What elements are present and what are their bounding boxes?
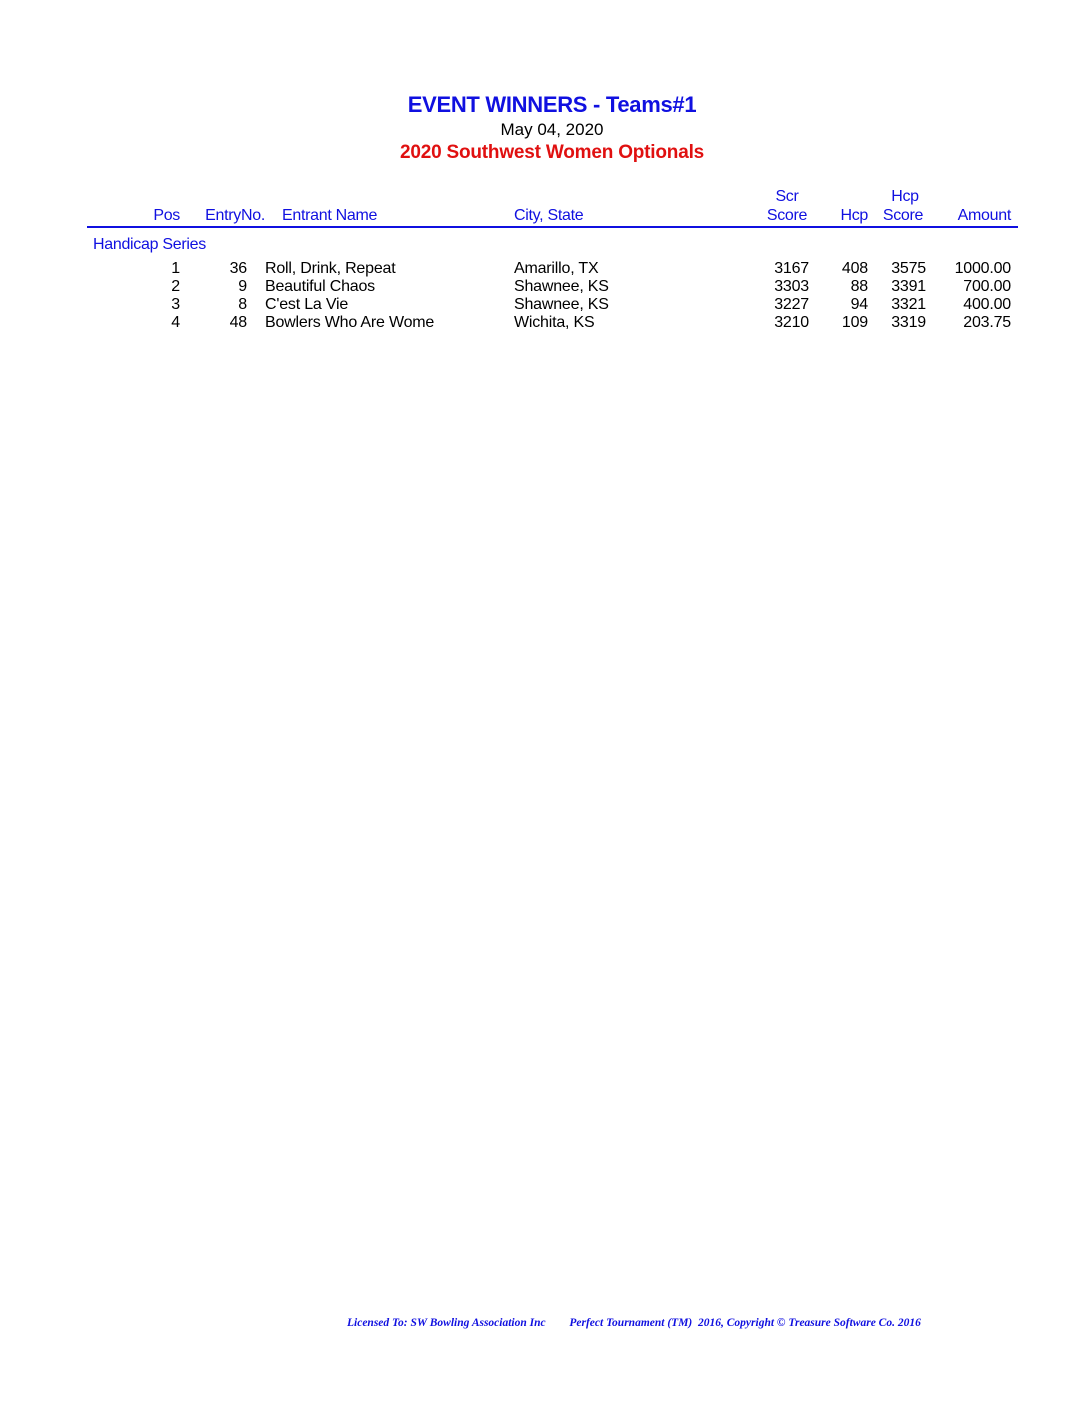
column-header-entry-no: EntryNo.: [205, 207, 265, 224]
cell-entrant-name: Bowlers Who Are Wome: [265, 314, 435, 331]
cell-entrant-name: C'est La Vie: [265, 296, 349, 313]
report-title: EVENT WINNERS - Teams#1: [407, 92, 697, 117]
cell-amount: 1000.00: [954, 260, 1011, 277]
column-header-amount: Amount: [957, 207, 1011, 224]
cell-hcp-score: 3391: [891, 278, 926, 295]
cell-scr-score: 3227: [774, 296, 809, 313]
cell-hcp-score: 3321: [891, 296, 926, 313]
column-header-hcp: Hcp: [840, 207, 868, 224]
cell-entrant-name: Beautiful Chaos: [265, 278, 375, 295]
column-header-hcp-score-bottom: Score: [882, 207, 924, 224]
cell-pos: 3: [171, 296, 180, 313]
cell-entry-no: 9: [238, 278, 247, 295]
footer: [347, 1317, 1027, 1329]
cell-hcp: 408: [841, 260, 868, 277]
cell-entry-no: 8: [238, 296, 247, 313]
cell-hcp-score: 3575: [891, 260, 926, 277]
cell-entry-no: 36: [229, 260, 247, 277]
column-header-scr-score-bottom: Score: [766, 207, 808, 224]
cell-pos: 1: [171, 260, 180, 277]
cell-city-state: Amarillo, TX: [514, 260, 599, 277]
cell-pos: 4: [171, 314, 180, 331]
cell-city-state: Shawnee, KS: [514, 296, 609, 313]
column-header-scr-score-top: Scr: [775, 188, 799, 205]
cell-amount: 203.75: [963, 314, 1011, 331]
event-subtitle: 2020 Southwest Women Optionals: [399, 142, 705, 163]
cell-entrant-name: Roll, Drink, Repeat: [265, 260, 396, 277]
cell-hcp: 88: [850, 278, 868, 295]
cell-scr-score: 3167: [774, 260, 809, 277]
section-label: Handicap Series: [93, 236, 206, 253]
cell-scr-score: 3210: [774, 314, 809, 331]
header-rule: [87, 226, 1018, 228]
footer-license: Licensed To: SW Bowling Association Inc: [347, 1317, 546, 1329]
column-header-hcp-score-top: Hcp: [891, 188, 919, 205]
column-header-city-state: City, State: [514, 207, 584, 224]
cell-amount: 400.00: [963, 296, 1011, 313]
report-date: May 04, 2020: [500, 120, 604, 139]
cell-city-state: Wichita, KS: [514, 314, 595, 331]
cell-pos: 2: [171, 278, 180, 295]
footer-copyright: Perfect Tournament (TM) 2016, Copyright © Treasure Software Co. 2016: [569, 1317, 921, 1329]
column-header-pos: Pos: [153, 207, 180, 224]
cell-city-state: Shawnee, KS: [514, 278, 609, 295]
cell-hcp: 94: [850, 296, 868, 313]
column-header-entrant-name: Entrant Name: [282, 207, 378, 224]
cell-scr-score: 3303: [774, 278, 809, 295]
cell-hcp-score: 3319: [891, 314, 926, 331]
cell-entry-no: 48: [229, 314, 247, 331]
cell-hcp: 109: [841, 314, 868, 331]
cell-amount: 700.00: [963, 278, 1011, 295]
